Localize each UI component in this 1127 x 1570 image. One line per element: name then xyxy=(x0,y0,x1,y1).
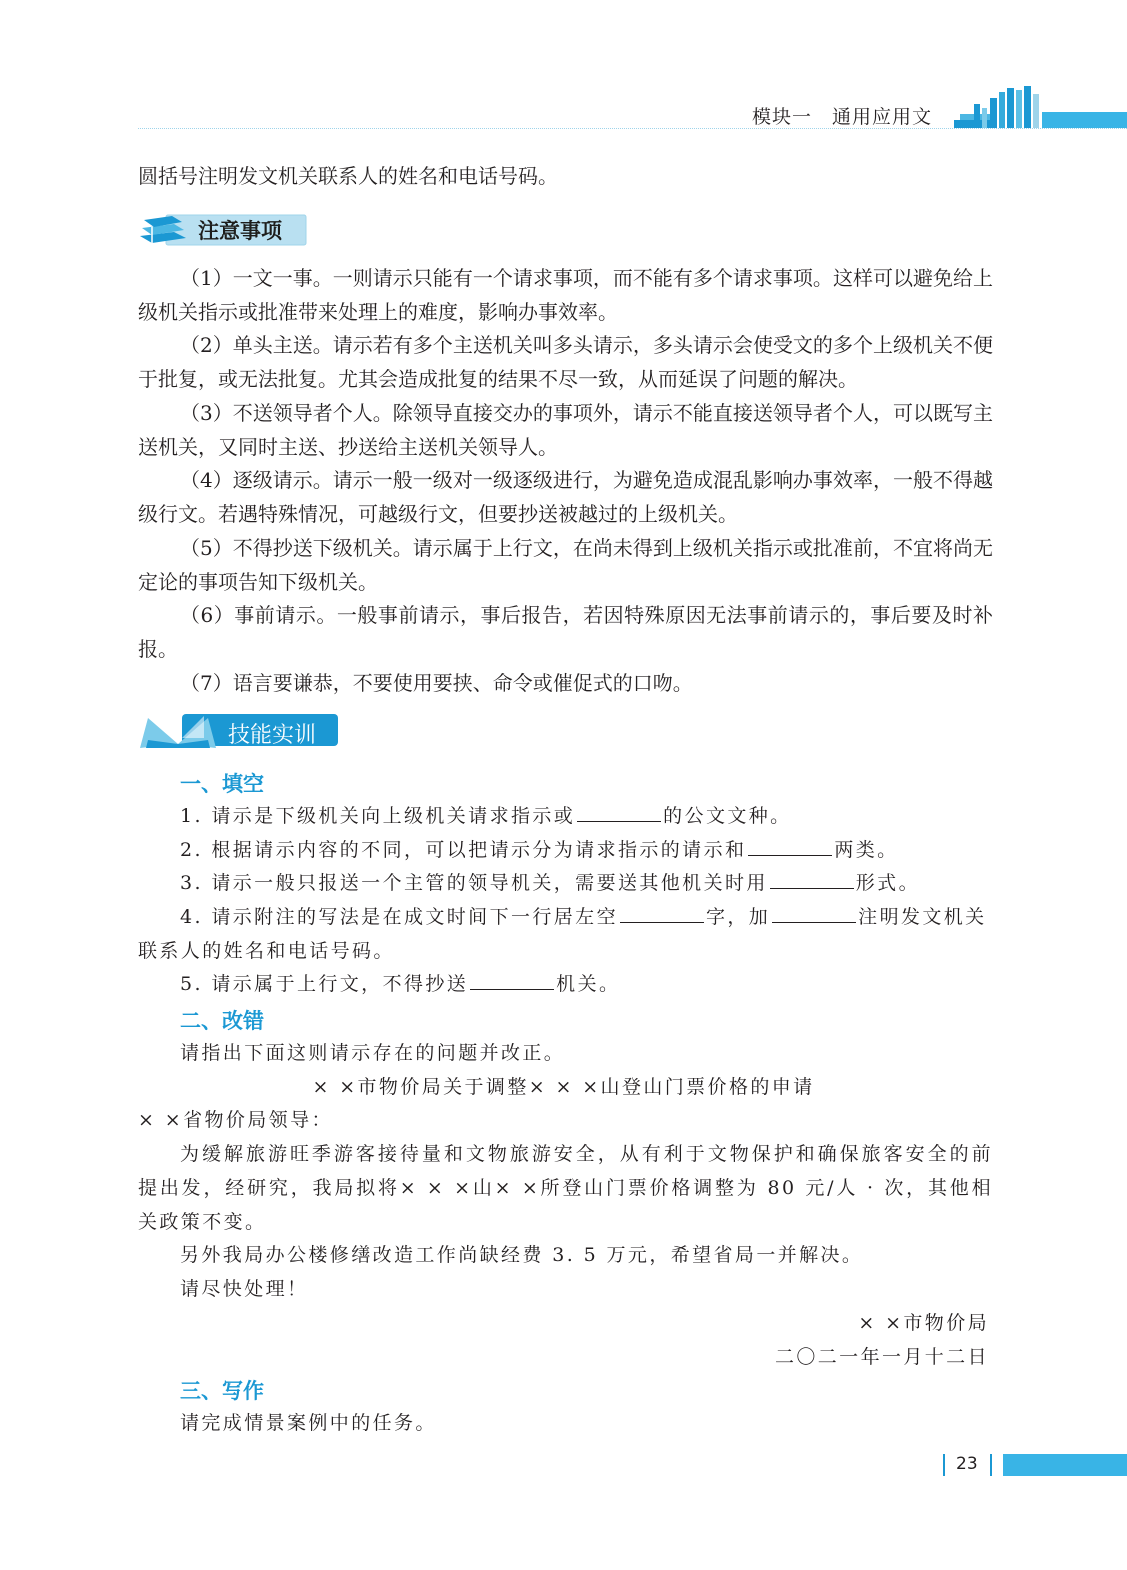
header-module: 模块一 xyxy=(752,106,813,128)
writing-instruction: 请完成情景案例中的任务。 xyxy=(180,1412,437,1434)
answer-blank-1[interactable] xyxy=(577,801,661,822)
answer-blank-5[interactable] xyxy=(470,969,554,990)
fill-question-4: 4. 请示附注的写法是在成文时间下一行居左空 字，加 注明发文机关联系人的姓名和电话号码。 xyxy=(138,900,993,968)
training-title: 技能实训 xyxy=(228,723,317,748)
page-number-bar-right xyxy=(990,1454,992,1476)
notes-title: 注意事项 xyxy=(198,219,282,243)
letter-date: 二〇二一年一月十二日 xyxy=(774,1346,989,1368)
page-number-bar-left xyxy=(943,1454,945,1476)
training-section-badge xyxy=(138,710,340,752)
letter-body-2: 另外我局办公楼修缮改造工作尚缺经费 3. 5 万元，希望省局一并解决。 xyxy=(180,1244,864,1266)
correction-heading: 二、改错 xyxy=(180,1009,264,1033)
notes-section-badge xyxy=(138,210,308,248)
note-item-5: （5）不得抄送下级机关。请示属于上行文，在尚未得到上级机关指示或批准前，不宜将尚无定论的事项告知下级机关。 xyxy=(138,536,993,594)
fill-question-5: 5. 请示属于上行文，不得抄送 机关。 xyxy=(138,967,993,1001)
correction-instruction: 请指出下面这则请示存在的问题并改正。 xyxy=(180,1042,566,1064)
answer-blank-4a[interactable] xyxy=(620,902,704,923)
fill-question-3: 3. 请示一般只报送一个主管的领导机关，需要送其他机关时用 形式。 xyxy=(138,866,993,900)
intro-line: 圆括号注明发文机关联系人的姓名和电话号码。 xyxy=(138,164,558,188)
fill-question-1: 1. 请示是下级机关向上级机关请求指示或 的公文文种。 xyxy=(138,799,993,833)
stacked-books-icon xyxy=(138,210,190,248)
letter-title: × ×市物价局关于调整× × ×山登山门票价格的申请 xyxy=(312,1076,815,1098)
note-item-1: （1）一文一事。一则请示只能有一个请求事项，而不能有多个请求事项。这样可以避免给上级机关指示或批准带来处理上的难度，影响办事效率。 xyxy=(138,266,993,324)
writing-heading: 三、写作 xyxy=(180,1379,264,1403)
note-item-2: （2）单头主送。请示若有多个主送机关叫多头请示，多头请示会使受文的多个上级机关不便于批复，或无法批复。尤其会造成批复的结果不尽一致，从而延误了问题的解决。 xyxy=(138,333,993,391)
header-label xyxy=(752,102,932,129)
fill-question-2: 2. 根据请示内容的不同，可以把请示分为请求指示的请示和 两类。 xyxy=(138,833,993,867)
note-item-7: （7）语言要谦恭，不要使用要挟、命令或催促式的口吻。 xyxy=(180,671,693,695)
header-section: 通用应用文 xyxy=(832,106,933,128)
answer-blank-2[interactable] xyxy=(748,835,832,856)
header-rule xyxy=(138,128,1127,129)
page-number: 23 xyxy=(956,1454,978,1474)
open-book-icon xyxy=(138,710,218,752)
note-item-6: （6）事前请示。一般事前请示，事后报告，若因特殊原因无法事前请示的，事后要及时补报。 xyxy=(138,603,993,661)
note-item-3: （3）不送领导者个人。除领导直接交办的事项外，请示不能直接送领导者个人，可以既写主送机关，又同时主送、抄送给主送机关领导人。 xyxy=(138,401,993,459)
page-footer-band xyxy=(1003,1454,1127,1476)
answer-blank-3[interactable] xyxy=(770,868,854,889)
answer-blank-4b[interactable] xyxy=(772,902,856,923)
note-item-4: （4）逐级请示。请示一般一级对一级逐级进行，为避免造成混乱影响办事效率，一般不得越级行文。若遇特殊情况，可越级行文，但要抄送被越过的上级机关。 xyxy=(138,468,993,526)
letter-body-1: 为缓解旅游旺季游客接待量和文物旅游安全，从有利于文物保护和确保旅客安全的前提出发，经研究，我局拟将× × ×山× ×所登山门票价格调整为 80 元/人 · 次，其他相关政策不变。 xyxy=(138,1143,993,1233)
letter-salutation: × ×省物价局领导： xyxy=(138,1109,333,1131)
fill-blank-heading: 一、填空 xyxy=(180,772,264,796)
header-books-decoration-icon xyxy=(954,86,1127,130)
letter-signature: × ×市物价局 xyxy=(858,1312,989,1334)
letter-closing: 请尽快处理！ xyxy=(180,1278,309,1300)
